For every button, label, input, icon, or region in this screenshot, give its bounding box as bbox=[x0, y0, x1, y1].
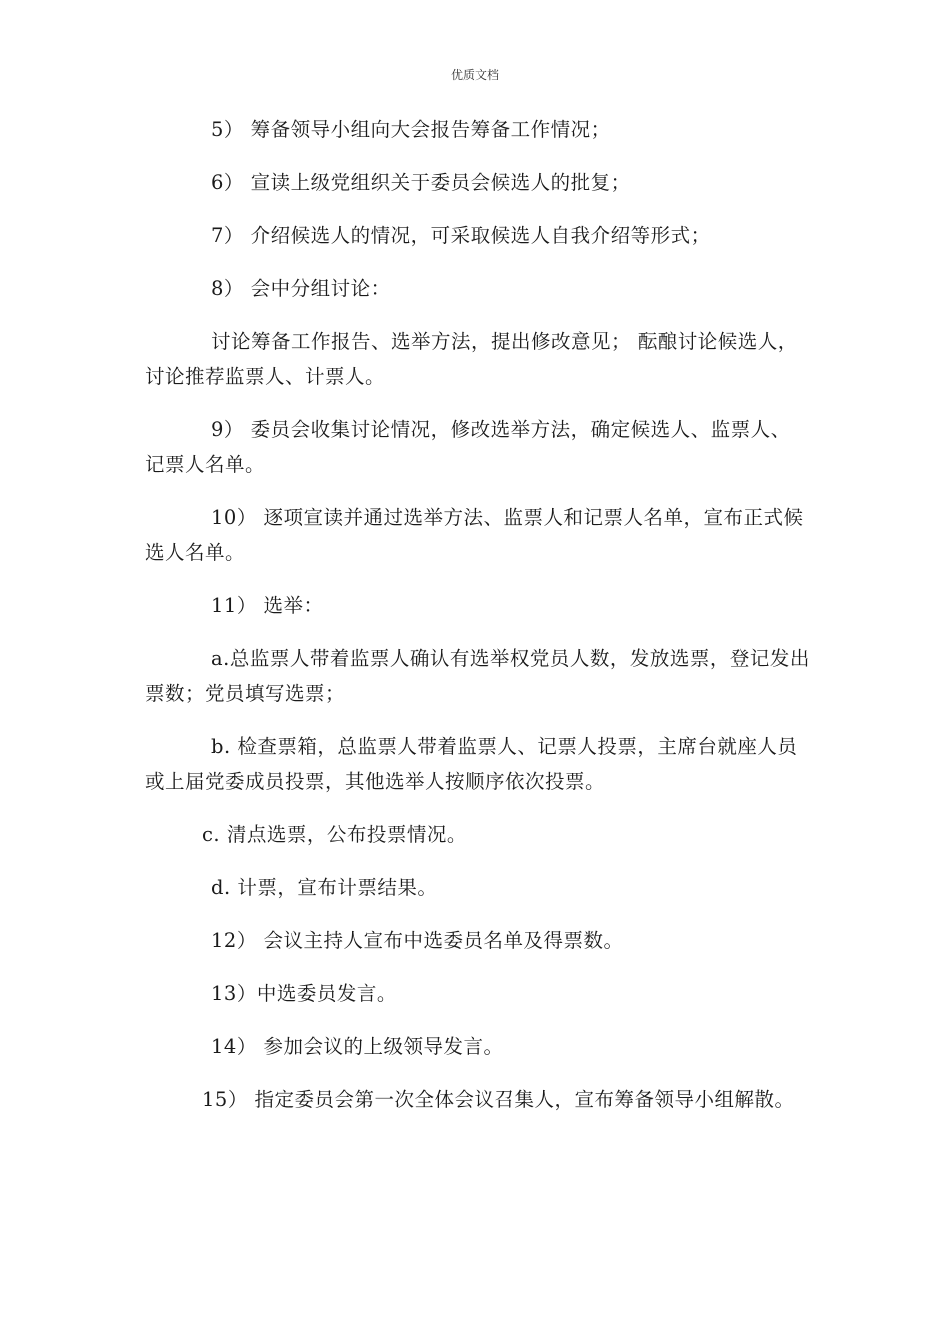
list-item: 6） 宣读上级党组织关于委员会候选人的批复； bbox=[211, 171, 631, 194]
list-item: 12） 会议主持人宣布中选委员名单及得票数。 bbox=[211, 929, 624, 952]
document-body bbox=[145, 112, 810, 1135]
list-item: 9） 委员会收集讨论情况，修改选举方法，确定候选人、监票人、记票人名单。 bbox=[145, 418, 791, 476]
sub-item: b. 检查票箱，总监票人带着监票人、记票人投票，主席台就座人员或上届党委成员投票，其他选举人按顺序依次投票。 bbox=[145, 735, 798, 793]
list-item: 14） 参加会议的上级领导发言。 bbox=[211, 1035, 504, 1058]
list-item: 11） 选举： bbox=[211, 594, 324, 617]
list-item: 10） 逐项宣读并通过选举方法、监票人和记票人名单，宣布正式候选人名单。 bbox=[145, 506, 804, 564]
page-header: 优质文档 bbox=[450, 68, 499, 82]
list-item: 13）中选委员发言。 bbox=[211, 982, 397, 1005]
list-item: 5） 筹备领导小组向大会报告筹备工作情况； bbox=[211, 118, 611, 141]
list-item: 7） 介绍候选人的情况，可采取候选人自我介绍等形式； bbox=[211, 224, 711, 247]
sub-item: c. 清点选票，公布投票情况。 bbox=[202, 823, 467, 846]
sub-item: a.总监票人带着监票人确认有选举权党员人数，发放选票，登记发出票数；党员填写选票； bbox=[145, 647, 810, 705]
sub-item: d. 计票，宣布计票结果。 bbox=[211, 876, 438, 899]
list-item: 8） 会中分组讨论： bbox=[211, 277, 391, 300]
list-item: 15） 指定委员会第一次全体会议召集人，宣布筹备领导小组解散。 bbox=[202, 1088, 795, 1111]
paragraph: 讨论筹备工作报告、选举方法，提出修改意见； 酝酿讨论候选人，讨论推荐监票人、计票人。 bbox=[145, 330, 798, 388]
